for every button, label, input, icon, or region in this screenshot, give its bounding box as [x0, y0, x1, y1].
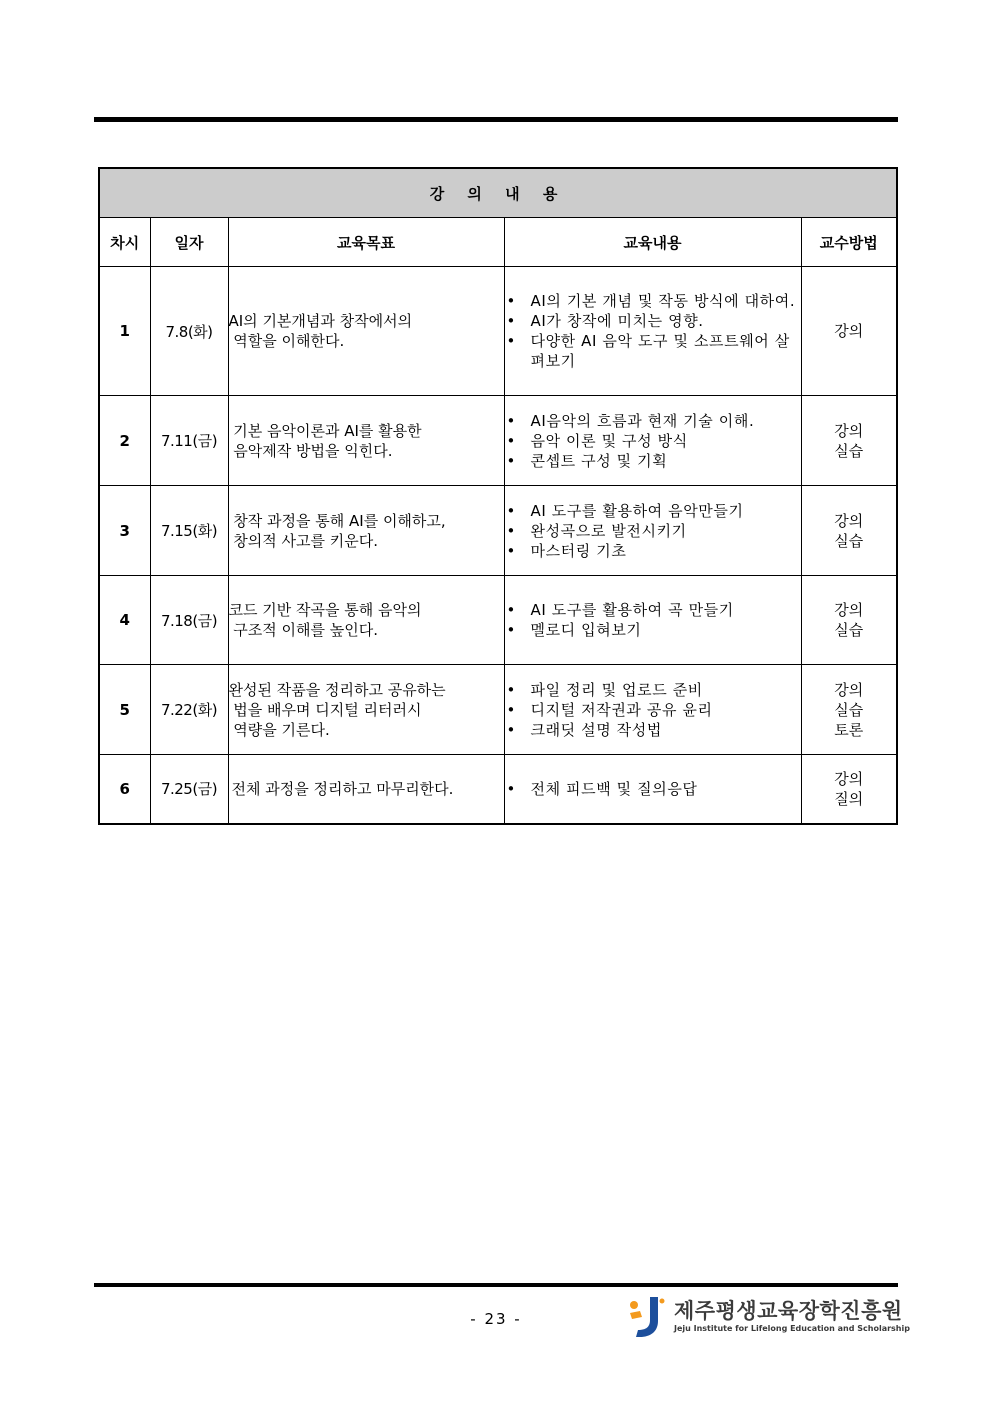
- table-row: [99, 267, 897, 396]
- method-label: 강의: [834, 601, 864, 619]
- header-rule: [94, 117, 898, 122]
- method-label: 강의: [834, 769, 864, 788]
- session-date: 7.22(화): [150, 665, 228, 755]
- header-session: 차시: [99, 218, 150, 267]
- session-date: 7.25(금): [150, 755, 228, 824]
- session-method: [801, 396, 897, 486]
- session-goal: [228, 267, 504, 396]
- session-date: 7.15(화): [150, 486, 228, 576]
- table-row: [99, 396, 897, 486]
- method-label: 실습: [834, 441, 864, 460]
- session-date: 7.8(화): [150, 267, 228, 396]
- session-goal: [228, 755, 504, 824]
- session-content: [504, 396, 801, 486]
- session-content: [504, 486, 801, 576]
- content-item: • AI음악의 흐름과 현재 기술 이해.: [505, 411, 801, 431]
- org-name-english: Jeju Institute for Lifelong Education and Scholarship: [674, 1324, 910, 1333]
- org-name-korean: 제주평생교육장학진흥원: [674, 1299, 903, 1323]
- method-label: 실습: [834, 531, 864, 550]
- table-title: 강 의 내 용: [99, 168, 897, 218]
- session-number: 3: [99, 486, 150, 576]
- session-content: [504, 665, 801, 755]
- header-row: [99, 218, 897, 267]
- header-content: 교육내용: [504, 218, 801, 267]
- page-number: - 23 -: [470, 1310, 522, 1328]
- goal-line: AI의 기본개념과 창작에서의: [228, 312, 413, 330]
- method-label: 토론: [834, 720, 864, 739]
- method-label: 질의: [834, 789, 864, 808]
- session-method: [801, 665, 897, 755]
- header-method: 교수방법: [801, 218, 897, 267]
- footer-rule: [94, 1283, 898, 1287]
- content-item: • 완성곡으로 발전시키기: [505, 521, 801, 541]
- content-item: • 마스터링 기초: [505, 541, 801, 561]
- content-item: • 다양한 AI 음악 도구 및 소프트웨어 살펴보기: [505, 331, 801, 371]
- method-label: 실습: [834, 700, 864, 719]
- method-label: 강의: [834, 680, 864, 699]
- content-item: • 파일 정리 및 업로드 준비: [505, 680, 801, 700]
- content-item: • AI가 창작에 미치는 영향.: [505, 311, 801, 331]
- table-row: [99, 665, 897, 755]
- goal-line: 음악제작 방법을 익힌다.: [228, 441, 393, 460]
- session-date: 7.18(금): [150, 576, 228, 665]
- session-goal: [228, 576, 504, 665]
- session-method: [801, 486, 897, 576]
- organization-logo: [626, 1293, 910, 1343]
- content-item: • AI의 기본 개념 및 작동 방식에 대하여.: [505, 291, 801, 311]
- table-row: [99, 755, 897, 824]
- session-content: [504, 576, 801, 665]
- jeju-institute-logo-icon: [626, 1295, 666, 1339]
- content-item: • 디지털 저작권과 공유 윤리: [505, 700, 801, 720]
- method-label: 강의: [834, 322, 864, 340]
- goal-line: 창작 과정을 통해 AI를 이해하고,: [228, 511, 446, 530]
- session-number: 1: [99, 267, 150, 396]
- goal-line: 코드 기반 작곡을 통해 음악의: [228, 601, 422, 619]
- session-number: 2: [99, 396, 150, 486]
- method-label: 실습: [834, 621, 864, 639]
- header-date: 일자: [150, 218, 228, 267]
- method-label: 강의: [834, 421, 864, 440]
- method-label: 강의: [834, 511, 864, 530]
- session-method: [801, 576, 897, 665]
- session-number: 5: [99, 665, 150, 755]
- content-item: • 음악 이론 및 구성 방식: [505, 431, 801, 451]
- session-goal: [228, 396, 504, 486]
- table-row: [99, 486, 897, 576]
- session-goal: [228, 665, 504, 755]
- session-number: 4: [99, 576, 150, 665]
- session-content: [504, 755, 801, 824]
- goal-line: 법을 배우며 디지털 리터러시: [228, 700, 422, 719]
- goal-line: 역할을 이해한다.: [228, 332, 345, 350]
- goal-line: 역량을 기른다.: [228, 720, 330, 739]
- session-method: [801, 755, 897, 824]
- goal-line: 전체 과정을 정리하고 마무리한다.: [231, 779, 454, 798]
- content-item: • 전체 피드백 및 질의응답: [505, 779, 801, 799]
- curriculum-table: [98, 167, 898, 825]
- content-item: • 크래딧 설명 작성법: [505, 720, 801, 740]
- session-goal: [228, 486, 504, 576]
- goal-line: 기본 음악이론과 AI를 활용한: [228, 421, 422, 440]
- content-item: • AI 도구를 활용하여 곡 만들기: [505, 600, 801, 620]
- session-date: 7.11(금): [150, 396, 228, 486]
- session-method: [801, 267, 897, 396]
- goal-line: 완성된 작품을 정리하고 공유하는: [228, 680, 446, 699]
- session-content: [504, 267, 801, 396]
- content-item: • AI 도구를 활용하여 음악만들기: [505, 501, 801, 521]
- content-item: • 콘셉트 구성 및 기획: [505, 451, 801, 471]
- goal-line: 구조적 이해를 높인다.: [228, 621, 378, 639]
- content-item: • 멜로디 입혀보기: [505, 620, 801, 640]
- header-goal: 교육목표: [228, 218, 504, 267]
- goal-line: 창의적 사고를 키운다.: [228, 531, 378, 550]
- table-row: [99, 576, 897, 665]
- session-number: 6: [99, 755, 150, 824]
